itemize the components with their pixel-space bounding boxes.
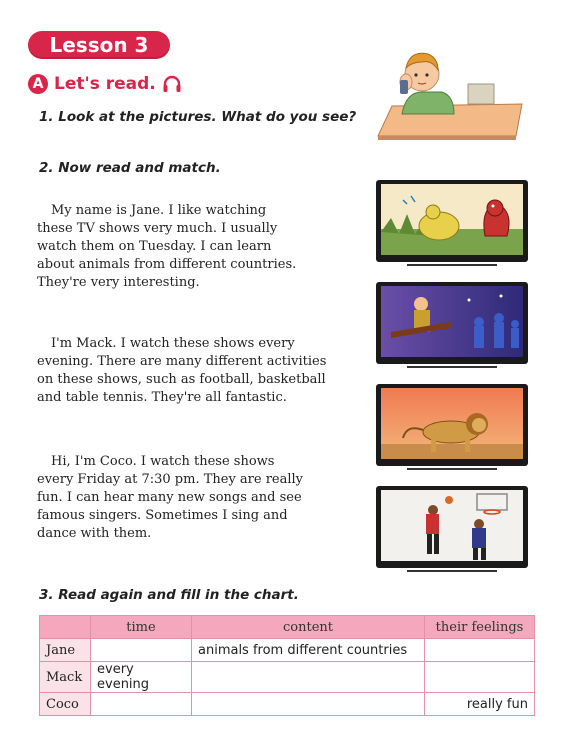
chart-cell[interactable] [91,693,192,716]
singer-picture [381,286,523,357]
chart-row [40,693,535,716]
chart-name-cell: Coco [40,693,91,716]
cartoon-animals-picture [381,184,523,255]
passage-line: these TV shows very much. I usually [37,221,278,236]
question-2: 2. Now read and match. [39,160,221,176]
chart-name-cell: Mack [40,662,91,693]
chart-cell[interactable]: every evening [91,662,192,693]
tv-sports-show [376,486,528,568]
passage-line: fun. I can hear many new songs and see [37,490,302,505]
passage-line: evening. There are many different activities [37,354,327,369]
boy-at-desk-illustration [376,44,526,140]
chart-header-cell: their feelings [425,616,535,639]
tv-stand [407,570,497,572]
passage-line: famous singers. Sometimes I sing and [37,508,288,523]
chart-cell[interactable]: really fun [425,693,535,716]
tv-cartoon-animals [376,180,528,262]
question-1: 1. Look at the pictures. What do you see? [39,109,357,125]
passage-line: and table tennis. They're all fantastic. [37,390,287,405]
tv-stand [407,366,497,368]
basketball-picture [381,490,523,561]
chart-header-row [40,616,535,639]
passage-line: dance with them. [37,526,152,541]
passage-line: I'm Mack. I watch these shows every [51,336,295,351]
passage-line: on these shows, such as football, basketball [37,372,326,387]
tv-music-show [376,282,528,364]
chart-cell[interactable] [192,662,425,693]
section-badge: A [28,74,48,94]
passage-line: My name is Jane. I like watching [51,203,267,218]
fill-in-chart [39,615,535,716]
passage-line: about animals from different countries. [37,257,297,272]
question-3: 3. Read again and fill in the chart. [39,587,299,603]
chart-row [40,662,535,693]
section-title: Let's read. [54,74,156,94]
passage-line: watch them on Tuesday. I can learn [37,239,272,254]
chart-name-cell: Jane [40,639,91,662]
headphones-icon[interactable] [162,75,182,93]
passage-mack [37,335,337,407]
chart-header-cell: time [91,616,192,639]
chart-row [40,639,535,662]
chart-header-cell [40,616,91,639]
chart-cell[interactable] [425,662,535,693]
tv-animal-show [376,384,528,466]
lesson-title: Lesson 3 [28,31,170,59]
passage-line: They're very interesting. [37,275,200,290]
tv-stand [407,264,497,266]
lion-picture [381,388,523,459]
passage-jane [37,202,337,292]
passage-coco [37,453,337,543]
chart-cell[interactable] [192,693,425,716]
section-header [28,74,182,94]
passage-line: every Friday at 7:30 pm. They are really [37,472,304,487]
tv-stand [407,468,497,470]
chart-cell[interactable] [425,639,535,662]
passage-line: Hi, I'm Coco. I watch these shows [51,454,275,469]
chart-header-cell: content [192,616,425,639]
chart-cell[interactable]: animals from different countries [192,639,425,662]
chart-cell[interactable] [91,639,192,662]
